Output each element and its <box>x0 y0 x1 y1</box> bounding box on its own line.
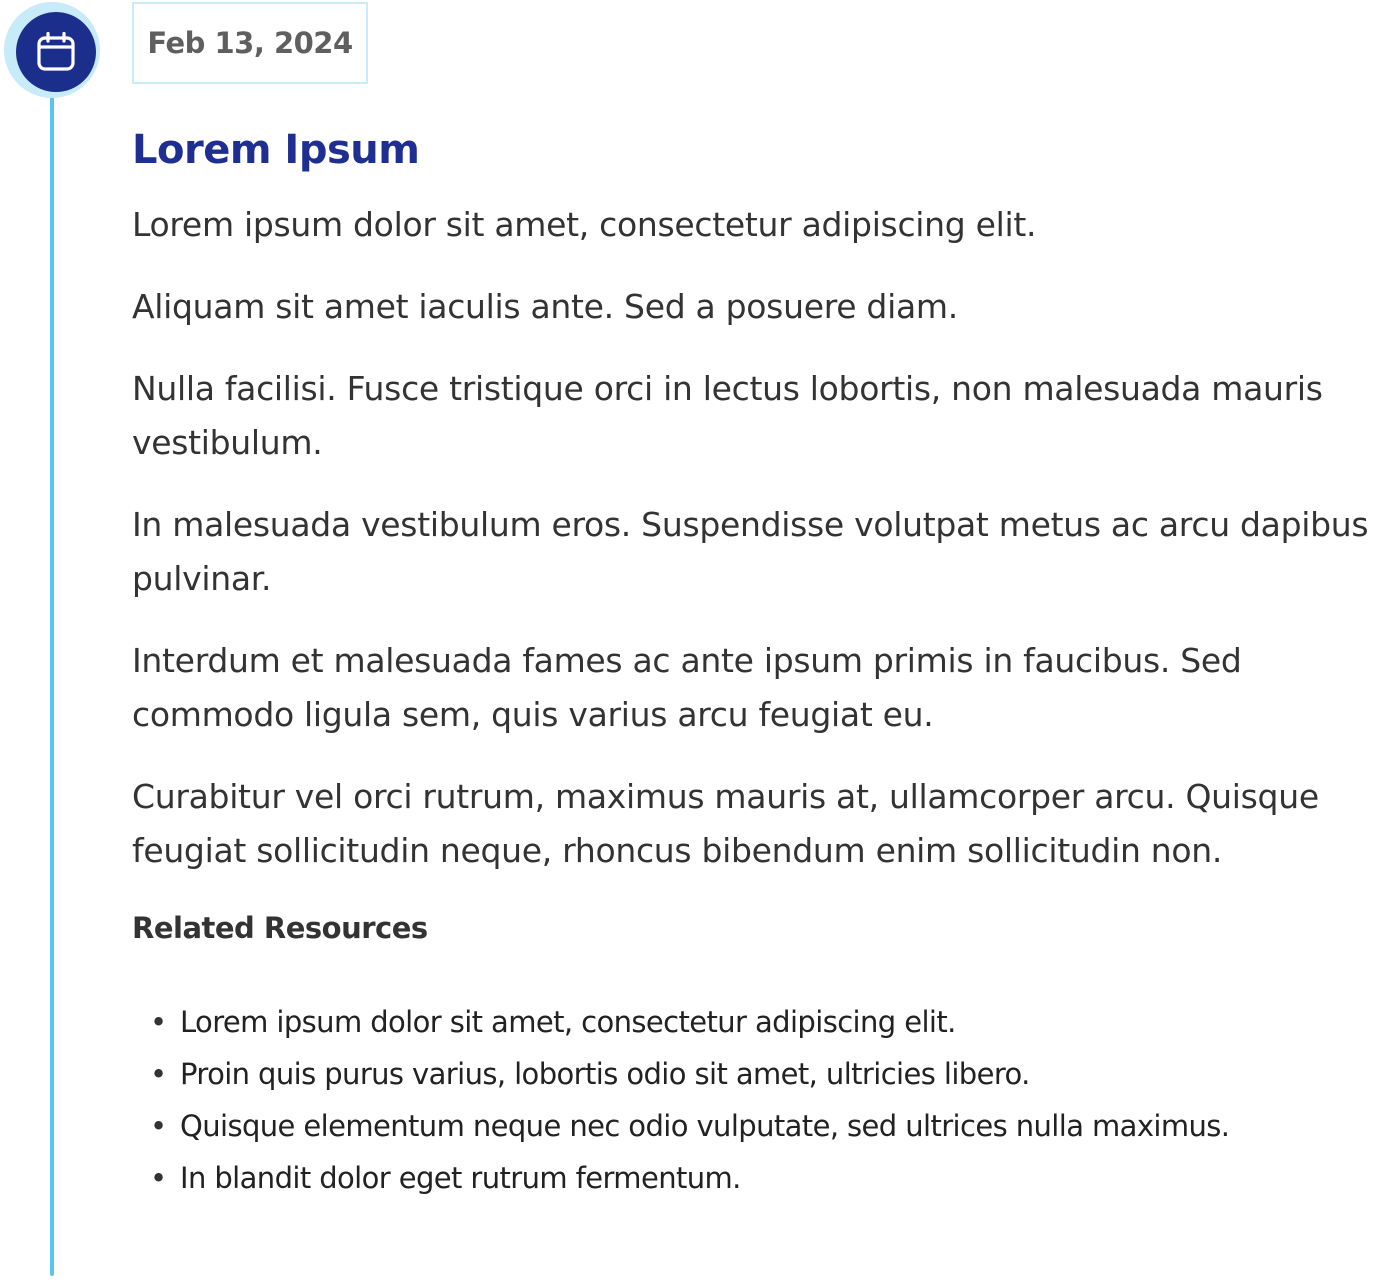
entry-paragraph: Aliquam sit amet iaculis ante. Sed a posuere diam. <box>132 287 958 326</box>
related-resource-item: • Quisque elementum neque nec odio vulputate, sed ultrices nulla maximus. <box>132 1100 1382 1152</box>
entry-paragraph: In malesuada vestibulum eros. Suspendisse volutpat metus ac arcu dapibus pulvinar. <box>132 505 1369 598</box>
related-resource-item: • Lorem ipsum dolor sit amet, consectetur adipiscing elit. <box>132 996 1382 1048</box>
timeline-entry-content <box>132 120 1382 1204</box>
entry-paragraph: Curabitur vel orci rutrum, maximus mauris at, ullamcorper arcu. Quisque feugiat sollicitudin neque, rhoncus bibendum enim sollicitudin non. <box>132 777 1319 870</box>
related-resources-heading: Related Resources <box>132 911 428 945</box>
timeline-marker <box>4 2 100 98</box>
timeline-line <box>50 96 54 1276</box>
entry-paragraph: Lorem ipsum dolor sit amet, consectetur adipiscing elit. <box>132 205 1037 244</box>
entry-title: Lorem Ipsum <box>132 127 420 173</box>
related-resource-item: • In blandit dolor eget rutrum fermentum. <box>132 1152 1382 1204</box>
related-resources-list <box>132 996 1382 1204</box>
entry-paragraph: Nulla facilisi. Fusce tristique orci in lectus lobortis, non malesuada mauris vestibulum. <box>132 369 1323 462</box>
related-resource-item: • Proin quis purus varius, lobortis odio sit amet, ultricies libero. <box>132 1048 1382 1100</box>
calendar-icon <box>34 30 78 74</box>
entry-paragraph: Interdum et malesuada fames ac ante ipsum primis in faucibus. Sed commodo ligula sem, quis varius arcu feugiat eu. <box>132 641 1242 734</box>
date-badge: Feb 13, 2024 <box>132 2 368 84</box>
timeline-marker-inner <box>16 12 96 92</box>
